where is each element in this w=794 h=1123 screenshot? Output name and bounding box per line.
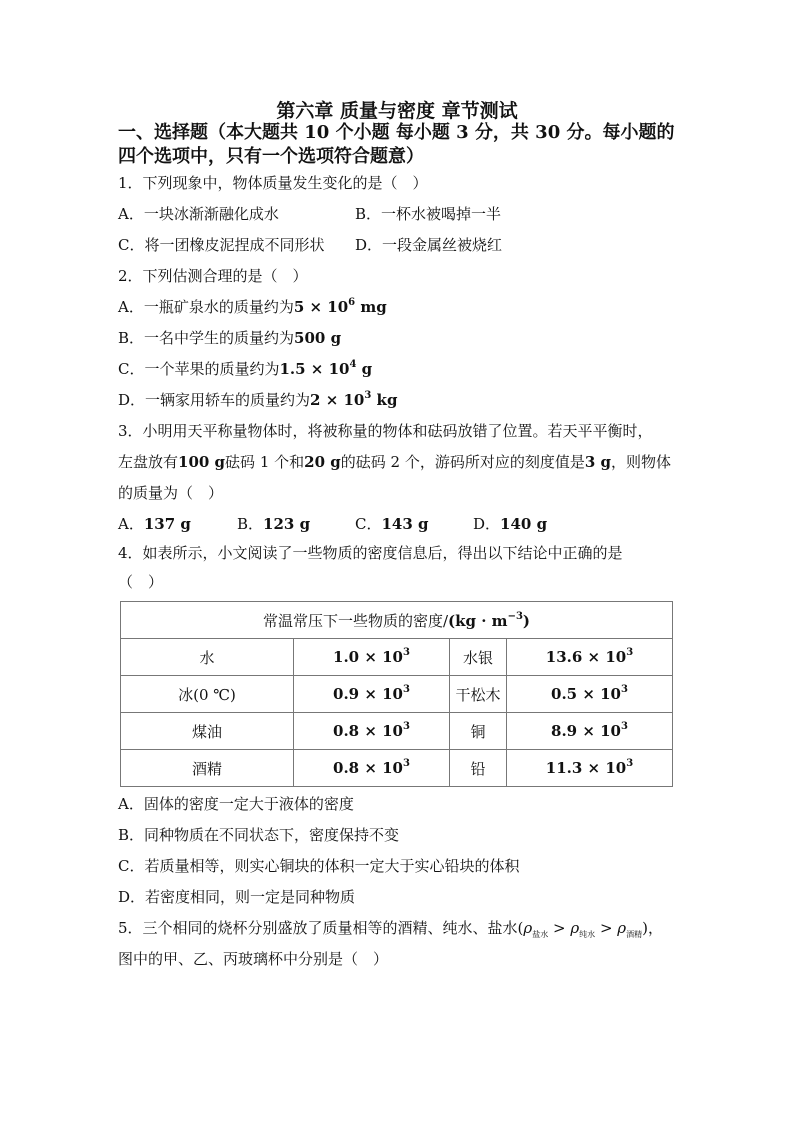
density-value: $0.8 \times 10^3$ [294, 750, 450, 787]
option-letter: A． [118, 515, 144, 533]
rho-subscript-purewater: 纯水 [579, 930, 596, 939]
table-unit-close: ) [522, 611, 531, 630]
option-unit: g [356, 360, 373, 378]
question-3-option-a [118, 513, 191, 534]
option-unit: mg [355, 298, 387, 316]
question-3-stem-line3: 的质量为（ ） [118, 484, 224, 502]
question-1-option-a: A．一块冰渐渐融化成水 [118, 205, 279, 223]
option-letter: D． [473, 515, 501, 533]
question-3-option-d [473, 513, 547, 534]
table-unit-exponent: −3 [507, 610, 523, 622]
table-row [121, 713, 673, 750]
question-2-stem: 2．下列估测合理的是（ ） [118, 267, 308, 285]
option-text: A．一瓶矿泉水的质量约为 [118, 298, 294, 316]
option-value: 5 × 10 [293, 298, 349, 316]
option-value: 140 g [500, 515, 548, 533]
option-exponent: 3 [364, 390, 372, 401]
substance-name: 水 [121, 639, 294, 676]
question-3-stem-line1: 3．小明用天平称量物体时，将被称量的物体和砝码放错了位置。若天平平衡时， [118, 422, 653, 440]
section-heading-line2: 四个选项中，只有一个选项符合题意） [118, 146, 424, 167]
table-caption-text: 常温常压下一些物质的密度/ [262, 611, 449, 630]
option-value: 500 g [294, 329, 342, 347]
substance-name: 铅 [450, 750, 507, 787]
question-2-option-c [118, 358, 372, 379]
stem-text: 砝码 1 个和 [225, 453, 305, 471]
rho-symbol: ρ [523, 919, 533, 937]
question-4-option-a: A．固体的密度一定大于液体的密度 [118, 795, 354, 813]
question-4-option-c: C．若质量相等，则实心铜块的体积一定大于实心铅块的体积 [118, 857, 520, 875]
substance-name: 冰(0 ℃) [121, 676, 294, 713]
section-heading-line1: 一、选择题（本大题共 10 个小题 每小题 3 分，共 30 分。每小题的 [118, 122, 675, 143]
stem-text: ，则物体 [610, 453, 671, 471]
density-value: $0.8 \times 10^3$ [294, 713, 450, 750]
table-row [121, 639, 673, 676]
density-value: $8.9 \times 10^3$ [507, 713, 673, 750]
question-3-option-c [355, 513, 429, 534]
option-value: 143 g [381, 515, 429, 533]
density-value: $1.0 \times 10^3$ [294, 639, 450, 676]
density-value: $13.6 \times 10^3$ [507, 639, 673, 676]
question-2-option-a [118, 296, 387, 317]
page-title: 第六章 质量与密度 章节测试 [276, 100, 518, 122]
stem-value: 3 g [584, 453, 611, 471]
option-text: C．一个苹果的质量约为 [118, 360, 280, 378]
option-exponent: 6 [348, 297, 356, 308]
option-letter: C． [355, 515, 382, 533]
table-row [121, 676, 673, 713]
density-table [120, 601, 673, 787]
substance-name: 水银 [450, 639, 507, 676]
option-value: 2 × 10 [310, 391, 365, 409]
question-1-stem: 1．下列现象中，物体质量发生变化的是（ ） [118, 174, 428, 192]
question-1-option-d: D．一段金属丝被烧红 [355, 236, 503, 254]
stem-value: 20 g [304, 453, 341, 471]
question-4-stem-line2: （ ） [118, 573, 164, 591]
rho-symbol: ρ [570, 919, 580, 937]
question-1-option-b: B．一杯水被喝掉一半 [355, 205, 502, 223]
substance-name: 煤油 [121, 713, 294, 750]
stem-text: )， [642, 919, 663, 937]
substance-name: 干松木 [450, 676, 507, 713]
option-value: 137 g [143, 515, 191, 533]
rho-symbol: ρ [617, 919, 627, 937]
substance-name: 铜 [450, 713, 507, 750]
table-row [121, 750, 673, 787]
question-4-option-b: B．同种物质在不同状态下，密度保持不变 [118, 826, 400, 844]
density-value: $11.3 \times 10^3$ [507, 750, 673, 787]
question-4-option-d: D．若密度相同，则一定是同种物质 [118, 888, 356, 906]
stem-text: 5．三个相同的烧杯分别盛放了质量相等的酒精、纯水、盐水( [118, 919, 524, 937]
density-value: $0.5 \times 10^3$ [507, 676, 673, 713]
option-text: B．一名中学生的质量约为 [118, 329, 295, 347]
stem-text: 左盘放有 [118, 453, 179, 471]
greater-than: > [548, 919, 571, 937]
substance-name: 酒精 [121, 750, 294, 787]
rho-subscript-saltwater: 盐水 [532, 930, 549, 939]
question-3-option-b [237, 513, 310, 534]
option-value: 123 g [263, 515, 311, 533]
question-2-option-d [118, 389, 397, 410]
question-4-stem-line1: 4．如表所示，小文阅读了一些物质的密度信息后，得出以下结论中正确的是 [118, 544, 623, 562]
table-unit: (kg · m [448, 611, 508, 630]
question-1-option-c: C．将一团橡皮泥捏成不同形状 [118, 236, 325, 254]
question-2-option-b [118, 327, 341, 348]
option-unit: kg [371, 391, 398, 409]
table-caption [121, 602, 673, 639]
stem-value: 100 g [178, 453, 226, 471]
greater-than: > [595, 919, 618, 937]
question-3-stem-line2 [118, 451, 671, 472]
option-letter: B． [237, 515, 264, 533]
question-5-stem-line1 [118, 917, 663, 938]
density-value: $0.9 \times 10^3$ [294, 676, 450, 713]
option-exponent: 4 [349, 359, 357, 370]
question-5-stem-line2: 图中的甲、乙、丙玻璃杯中分别是（ ） [118, 950, 389, 968]
stem-text: 的砝码 2 个，游码所对应的刻度值是 [340, 453, 585, 471]
option-text: D．一辆家用轿车的质量约为 [118, 391, 311, 409]
option-value: 1.5 × 10 [279, 360, 350, 378]
rho-subscript-alcohol: 酒精 [626, 930, 643, 939]
